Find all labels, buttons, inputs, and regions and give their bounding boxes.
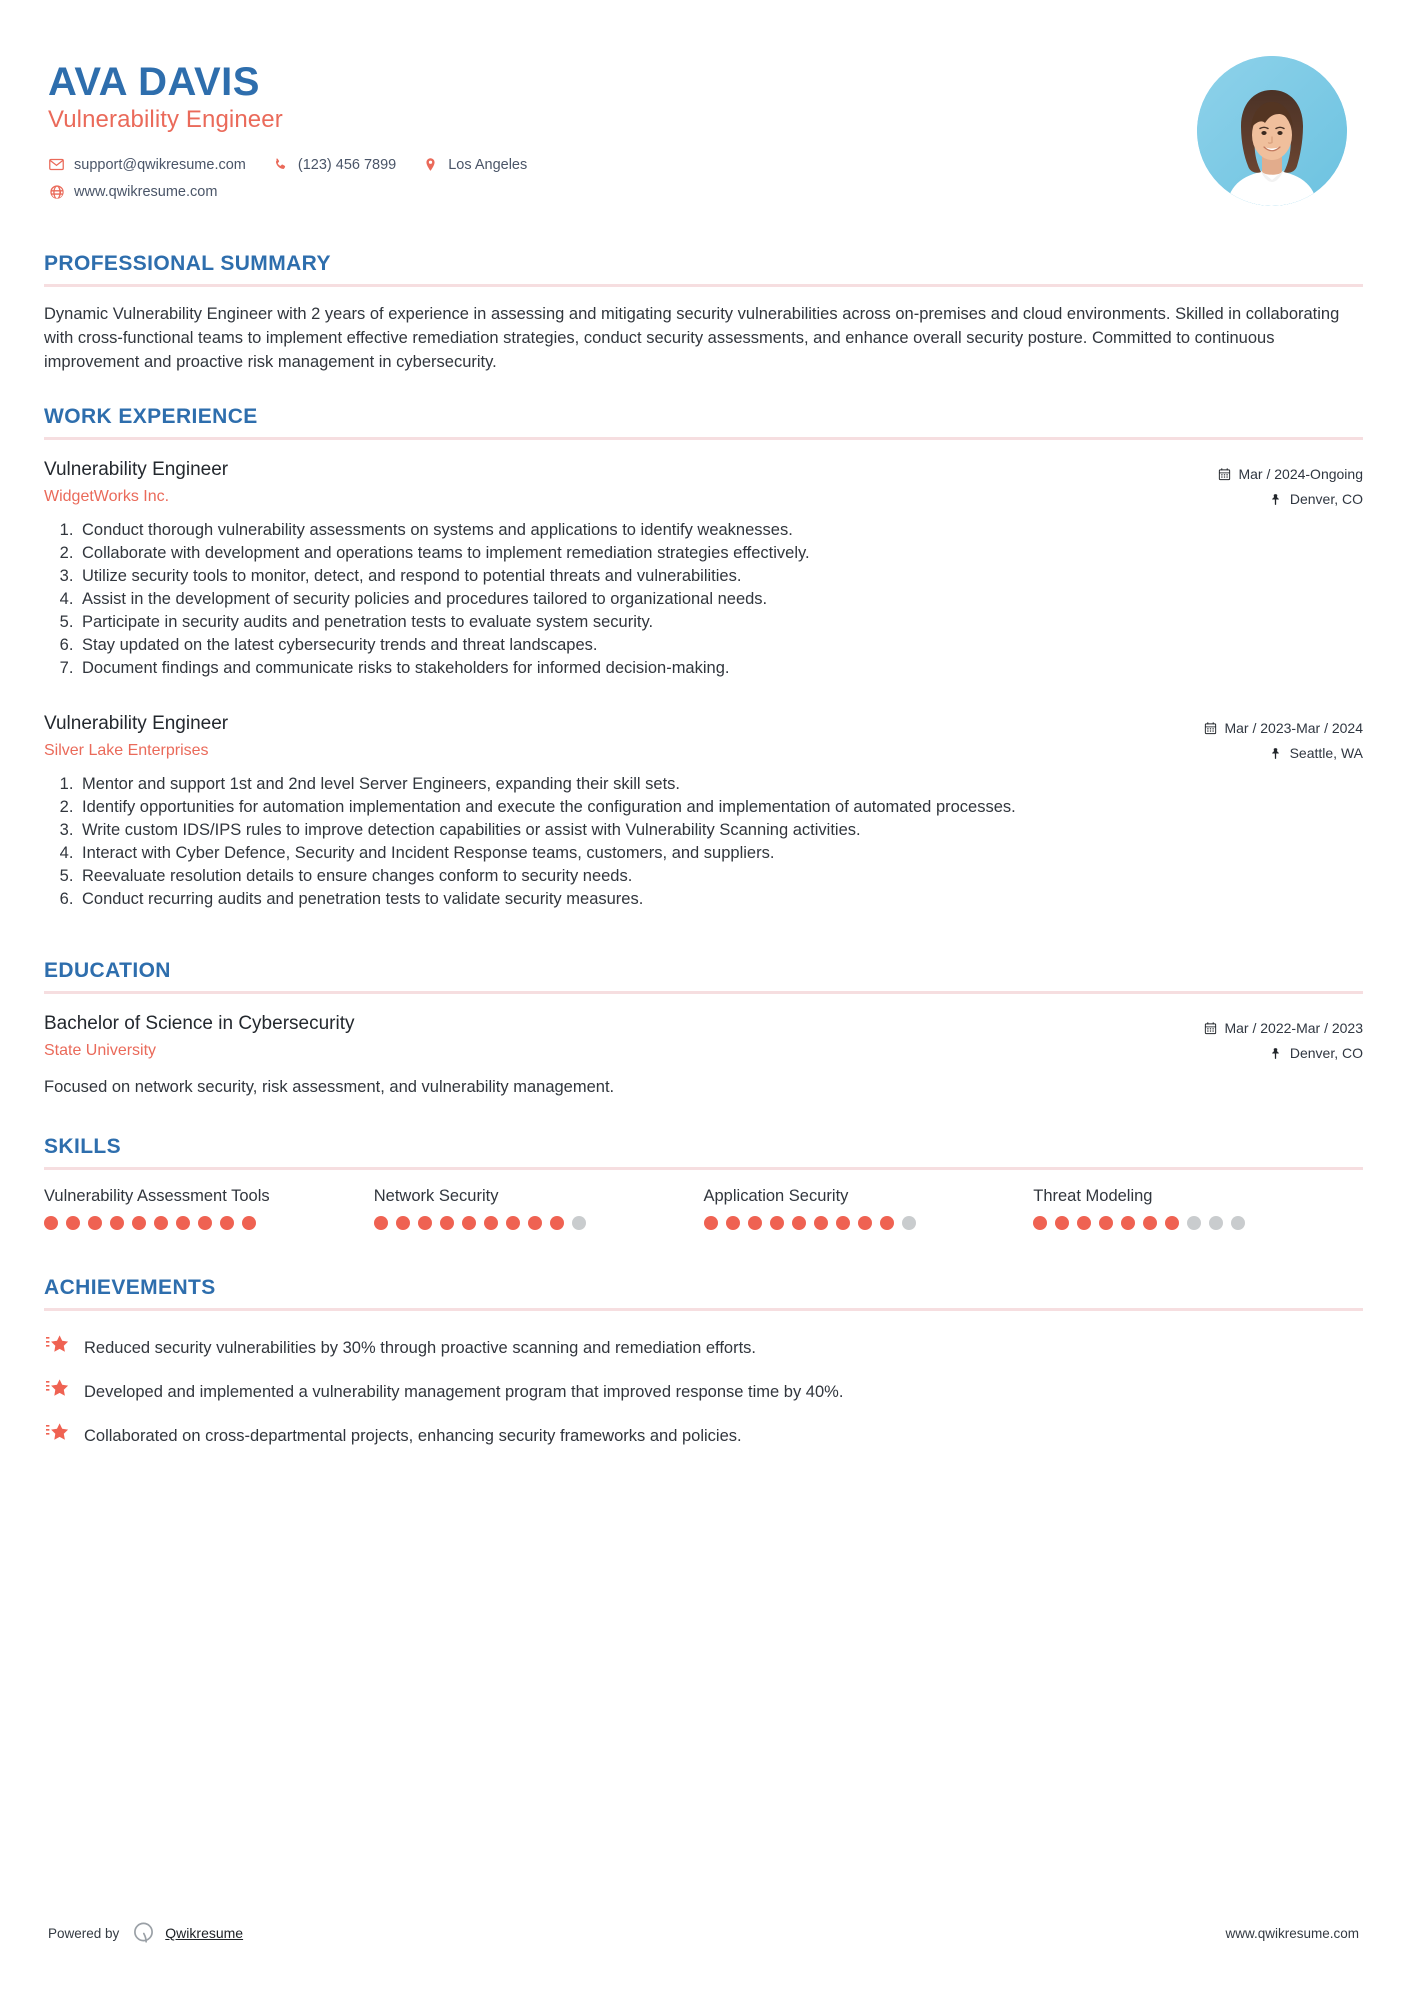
footer-brand-link[interactable]: Qwikresume — [165, 1925, 244, 1941]
education-entry — [44, 1010, 1363, 1099]
section-title-skills: SKILLS — [44, 1135, 122, 1159]
contact-row-secondary — [48, 183, 553, 200]
rating-dot-empty — [1187, 1216, 1201, 1230]
list-item: 4. Interact with Cyber Defence, Security and Incident Response teams, customers, and suppliers. — [78, 843, 1363, 865]
section-professional-summary — [44, 252, 1363, 375]
work-location — [1217, 487, 1363, 512]
rating-dot-filled — [242, 1216, 256, 1230]
skill-rating — [704, 1216, 998, 1230]
work-entry-main — [44, 710, 1203, 763]
achievement-text: Developed and implemented a vulnerability management program that improved response time by 40%. — [84, 1382, 844, 1401]
qwikresume-logo-icon — [131, 1920, 157, 1946]
work-entry-meta — [1217, 456, 1363, 512]
education-description: Focused on network security, risk assessment, and vulnerability management. — [44, 1078, 615, 1097]
resume-header — [44, 40, 1363, 230]
section-education — [44, 959, 1363, 1099]
section-divider — [44, 991, 1363, 994]
work-bullets — [44, 520, 1363, 680]
work-location-text: Denver, CO — [1289, 490, 1363, 507]
work-role: Vulnerability Engineer — [44, 712, 229, 734]
section-divider — [44, 437, 1363, 440]
education-location — [1203, 1041, 1363, 1066]
portrait-photo — [1197, 56, 1347, 206]
rating-dot-filled — [1143, 1216, 1157, 1230]
section-divider — [44, 1308, 1363, 1311]
work-date-text: Mar / 2023-Mar / 2024 — [1224, 719, 1363, 736]
achievement-item — [44, 1379, 1363, 1403]
skill-label: Network Security — [373, 1187, 499, 1206]
page-footer — [48, 1920, 1359, 1946]
contact-email[interactable] — [48, 156, 246, 173]
section-divider — [44, 1167, 1363, 1170]
list-item: 5. Reevaluate resolution details to ensure changes conform to security needs. — [78, 866, 1363, 888]
pushpin-icon — [1269, 1046, 1283, 1060]
footer-powered-by-label: Powered by — [48, 1925, 120, 1941]
rating-dot-empty — [902, 1216, 916, 1230]
rating-dot-filled — [484, 1216, 498, 1230]
rating-dot-filled — [1055, 1216, 1069, 1230]
rating-dot-filled — [88, 1216, 102, 1230]
rating-dot-filled — [506, 1216, 520, 1230]
work-date — [1203, 716, 1363, 741]
list-item: 3. Write custom IDS/IPS rules to improve detection capabilities or assist with Vulnerability Scanning activities. — [78, 820, 1363, 842]
contact-phone-text: (123) 456 7899 — [297, 156, 397, 173]
list-item: 1. Mentor and support 1st and 2nd level Server Engineers, expanding their skill sets. — [78, 774, 1363, 796]
skill-item — [374, 1186, 704, 1229]
rating-dot-filled — [1099, 1216, 1113, 1230]
work-role: Vulnerability Engineer — [44, 458, 229, 480]
rating-dot-filled — [154, 1216, 168, 1230]
envelope-icon — [48, 156, 65, 173]
location-pin-icon — [422, 156, 439, 173]
rating-dot-filled — [704, 1216, 718, 1230]
education-entry-meta — [1203, 1010, 1363, 1066]
rating-dot-filled — [66, 1216, 80, 1230]
list-item: 3. Utilize security tools to monitor, detect, and respond to potential threats and vulnerabilities. — [78, 566, 1363, 588]
section-skills — [44, 1135, 1363, 1229]
list-item: 1. Conduct thorough vulnerability assessments on systems and applications to identify weaknesses. — [78, 520, 1363, 542]
section-achievements — [44, 1276, 1363, 1448]
header-identity — [48, 50, 553, 210]
achievement-text: Reduced security vulnerabilities by 30% through proactive scanning and remediation efforts. — [84, 1338, 756, 1357]
footer-powered-by — [48, 1920, 243, 1946]
rating-dot-filled — [792, 1216, 806, 1230]
rating-dot-filled — [1121, 1216, 1135, 1230]
section-title-work: WORK EXPERIENCE — [44, 404, 258, 428]
rating-dot-filled — [110, 1216, 124, 1230]
education-entry-header — [44, 1010, 1363, 1066]
contact-location — [422, 156, 527, 173]
work-location-text: Seattle, WA — [1289, 744, 1363, 761]
section-work-experience — [44, 405, 1363, 911]
rating-dot-filled — [1165, 1216, 1179, 1230]
education-entry-main — [44, 1010, 1203, 1063]
work-date-text: Mar / 2024-Ongoing — [1238, 465, 1363, 482]
list-item: 5. Participate in security audits and penetration tests to evaluate system security. — [78, 612, 1363, 634]
rating-dot-filled — [462, 1216, 476, 1230]
skill-label: Vulnerability Assessment Tools — [44, 1187, 270, 1206]
work-entry-header — [44, 456, 1363, 512]
rating-dot-empty — [1231, 1216, 1245, 1230]
section-title-summary: PROFESSIONAL SUMMARY — [44, 252, 331, 275]
work-entry-meta — [1203, 710, 1363, 766]
rating-dot-filled — [418, 1216, 432, 1230]
skill-rating — [44, 1216, 338, 1230]
rating-dot-filled — [836, 1216, 850, 1230]
rating-dot-filled — [770, 1216, 784, 1230]
star-badge-icon — [44, 1421, 70, 1447]
pushpin-icon — [1269, 746, 1283, 760]
star-badge-icon — [44, 1377, 70, 1403]
summary-text: Dynamic Vulnerability Engineer with 2 years of experience in assessing and mitigating security vulnerabilities across on-premises and cloud environments. Skilled in collaborating with cross-functional teams to implement effective remediation strategies, conduct security assessments, and enhance overall security posture. Committed to continuous improvement and proactive risk management in cybersecurity. — [44, 305, 1340, 371]
rating-dot-filled — [220, 1216, 234, 1230]
rating-dot-filled — [748, 1216, 762, 1230]
section-title-education: EDUCATION — [44, 958, 171, 982]
skill-label: Application Security — [703, 1187, 849, 1206]
skill-rating — [1033, 1216, 1327, 1230]
rating-dot-empty — [572, 1216, 586, 1230]
rating-dot-empty — [1209, 1216, 1223, 1230]
skills-grid — [44, 1186, 1363, 1229]
avatar — [1197, 56, 1347, 206]
list-item: 6. Conduct recurring audits and penetration tests to validate security measures. — [78, 889, 1363, 911]
star-badge-icon — [44, 1333, 70, 1359]
education-date-text: Mar / 2022-Mar / 2023 — [1224, 1019, 1363, 1036]
contact-location-text: Los Angeles — [448, 156, 528, 173]
list-item: 6. Stay updated on the latest cybersecurity trends and threat landscapes. — [78, 635, 1363, 657]
pushpin-icon — [1269, 493, 1283, 507]
achievement-item — [44, 1335, 1363, 1359]
work-entry — [44, 710, 1363, 911]
rating-dot-filled — [880, 1216, 894, 1230]
section-divider — [44, 284, 1363, 287]
rating-dot-filled — [814, 1216, 828, 1230]
achievement-text: Collaborated on cross-departmental projects, enhancing security frameworks and policies. — [84, 1427, 742, 1446]
work-location — [1203, 741, 1363, 766]
rating-dot-filled — [1033, 1216, 1047, 1230]
rating-dot-filled — [198, 1216, 212, 1230]
rating-dot-filled — [176, 1216, 190, 1230]
work-company: Silver Lake Enterprises — [44, 742, 209, 760]
skill-item — [44, 1186, 374, 1229]
footer-website[interactable]: www.qwikresume.com — [1225, 1925, 1359, 1941]
list-item: 4. Assist in the development of security policies and procedures tailored to organizational needs. — [78, 589, 1363, 611]
rating-dot-filled — [374, 1216, 388, 1230]
list-item: 2. Collaborate with development and operations teams to implement remediation strategies effectively. — [78, 543, 1363, 565]
globe-icon — [48, 183, 65, 200]
work-entry-header — [44, 710, 1363, 766]
work-date — [1217, 462, 1363, 487]
rating-dot-filled — [858, 1216, 872, 1230]
skill-rating — [374, 1216, 668, 1230]
rating-dot-filled — [440, 1216, 454, 1230]
list-item: 2. Identify opportunities for automation implementation and execute the configuration and implementation of automated processes. — [78, 797, 1363, 819]
contact-phone[interactable] — [272, 156, 396, 173]
work-entry-main — [44, 456, 1217, 509]
rating-dot-filled — [132, 1216, 146, 1230]
rating-dot-filled — [726, 1216, 740, 1230]
skill-label: Threat Modeling — [1033, 1187, 1153, 1206]
page-title: AVA DAVIS — [48, 60, 260, 104]
calendar-icon — [1203, 721, 1217, 735]
education-location-text: Denver, CO — [1289, 1044, 1363, 1061]
job-title: Vulnerability Engineer — [48, 106, 283, 133]
contact-email-text: support@qwikresume.com — [74, 156, 246, 173]
rating-dot-filled — [550, 1216, 564, 1230]
rating-dot-filled — [528, 1216, 542, 1230]
skill-item — [704, 1186, 1034, 1229]
work-bullets — [44, 774, 1363, 911]
list-item: 7. Document findings and communicate risks to stakeholders for informed decision-making. — [78, 658, 1363, 680]
contact-row-primary — [48, 156, 553, 173]
contact-website-text: www.qwikresume.com — [74, 183, 218, 200]
calendar-icon — [1217, 467, 1231, 481]
skill-item — [1033, 1186, 1363, 1229]
work-entry — [44, 456, 1363, 680]
calendar-icon — [1203, 1021, 1217, 1035]
phone-icon — [272, 156, 289, 173]
education-school: State University — [44, 1042, 157, 1060]
rating-dot-filled — [1077, 1216, 1091, 1230]
education-degree: Bachelor of Science in Cybersecurity — [44, 1012, 355, 1034]
section-title-achievements: ACHIEVEMENTS — [44, 1275, 216, 1299]
education-date — [1203, 1016, 1363, 1041]
achievement-item — [44, 1423, 1363, 1447]
rating-dot-filled — [44, 1216, 58, 1230]
work-company: WidgetWorks Inc. — [44, 488, 170, 506]
contact-website[interactable] — [48, 183, 217, 200]
rating-dot-filled — [396, 1216, 410, 1230]
